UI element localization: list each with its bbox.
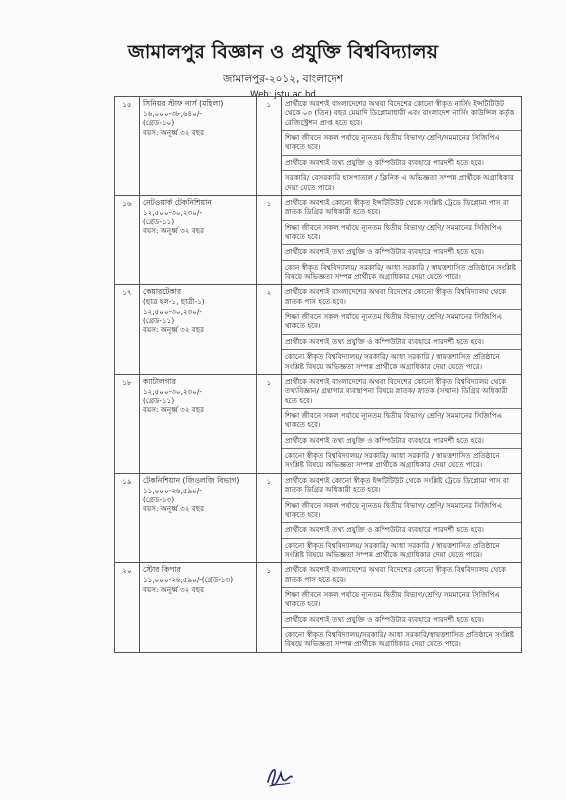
university-address: জামালপুর-২০১২, বাংলাদেশ xyxy=(222,73,344,85)
post-count: ১ xyxy=(257,374,282,473)
serial-number: ২০ xyxy=(115,563,140,653)
requirement-item: প্রার্থীকে অবশ্যই তথ্য প্রযুক্তি ও কম্পিউটার ব্যবহারে পারদর্শী হতে হবে। xyxy=(282,523,521,538)
post-name: কেয়ারটেকার xyxy=(143,287,182,297)
requirement-item: প্রার্থীকে অবশ্যই বাংলাদেশের অথবা বিদেশের কোনো স্বীকৃত বিশ্ববিদ্যালয় থেকে স্নাতক পাস হতে হবে। xyxy=(282,285,521,310)
requirements-cell xyxy=(282,374,522,473)
post-detail: ১৬,০০০-৩৮,৬৪০/- xyxy=(143,108,202,118)
post-detail: (ছাত্র হল-১, ছাত্রী-১) xyxy=(143,297,205,307)
post-detail: (গ্রেড-১৩) xyxy=(143,495,175,504)
post-count: ১ xyxy=(257,97,282,196)
post-count: ১ xyxy=(257,195,282,285)
requirement-item: প্রার্থীকে অবশ্যই বাংলাদেশের অথবা বিদেশের কোনো স্বীকৃত বিশ্ববিদ্যালয় থেকে স্নাতক পাস হতে হবে। xyxy=(282,563,521,588)
serial-number: ১৬ xyxy=(115,195,140,285)
post-cell xyxy=(140,285,257,375)
post-detail: বয়স: অনূর্ধ্ব ৩২ বছর xyxy=(143,226,205,236)
post-detail: ১২,৫০০-৩০,২৩০/- xyxy=(143,207,202,217)
serial-number: ১৮ xyxy=(115,374,140,473)
university-website: Web: jstu.ac.bd xyxy=(250,90,316,100)
post-cell xyxy=(140,563,257,653)
letterhead xyxy=(0,38,566,100)
post-count: ১ xyxy=(257,473,282,563)
requirement-item: প্রার্থীকে অবশ্যই তথ্য প্রযুক্তি ও কম্পিউটার ব্যবহারে পারদর্শী হতে হবে। xyxy=(282,613,521,628)
post-detail: বয়স: অনূর্ধ্ব ৩২ বছর xyxy=(143,405,205,415)
requirement-item: সরকারি/ বেসরকারি হাসপাতাল / ক্লিনিক এ অভিজ্ঞতা সম্পন্ন প্রার্থীকে অগ্রাধিকার দেয়া যেতে পারে। xyxy=(285,173,514,192)
post-cell xyxy=(140,97,257,196)
requirement-item: কোনো স্বীকৃত বিশ্ববিদ্যালয়/ সরকারি/ আধা সরকারি / স্বায়ত্তশাসিত প্রতিষ্ঠানে সংশ্লিষ্ট বিষয়ে অভিজ্ঞতা সম্পন্ন প্রার্থীকে অগ্রাধিকার দেয়া যেতে পারে। xyxy=(285,540,500,559)
post-name: নেটওয়ার্ক টেকনিশিয়ান xyxy=(143,197,212,207)
post-name: স্টোর কিপার xyxy=(143,565,181,575)
post-detail: বয়স: অনূর্ধ্ব ৩২ বছর xyxy=(143,584,205,594)
signature-icon xyxy=(262,762,296,790)
requirements-cell xyxy=(282,563,522,653)
post-detail: (গ্রেড-১০) xyxy=(143,118,175,128)
requirements-cell xyxy=(282,195,522,285)
requirement-item: প্রার্থীকে অবশ্যই তথ্য প্রযুক্তি ও কম্পিউটার ব্যবহারে পারদর্শী হতে হবে। xyxy=(282,335,521,350)
post-detail: ১২,৫০০-৩০,২৩০/- xyxy=(143,386,202,396)
post-cell xyxy=(140,195,257,285)
post-detail: ১১,০০০-২৬,৫৯০/-(গ্রেড-১৩) xyxy=(143,575,234,585)
requirement-item: শিক্ষা জীবনে সকল পর্যায়ে ন্যূনতম দ্বিতীয় বিভাগ/ শ্রেণি/ সমমানের সিজিপিএ থাকতে হবে। xyxy=(282,310,521,335)
vacancy-table xyxy=(114,96,522,653)
post-detail: (গ্রেড-১১) xyxy=(143,217,175,227)
requirement-item: শিক্ষা জীবনে সকল পর্যায়ে ন্যূনতম দ্বিতীয় বিভাগ/ শ্রেণি/ সমমানের সিজিপিএ থাকতে হবে। xyxy=(282,499,521,524)
requirement-item: প্রার্থীকে অবশ্যই তথ্য প্রযুক্তি ও কম্পিউটার ব্যবহারে পারদর্শী হতে হবে। xyxy=(282,156,521,171)
university-title: জামালপুর বিজ্ঞান ও প্রযুক্তি বিশ্ববিদ্যালয় xyxy=(127,41,439,63)
requirement-item: প্রার্থীকে অবশ্যই তথ্য প্রযুক্তি ও কম্পিউটার ব্যবহারে পারদর্শী হতে হবে। xyxy=(282,434,521,449)
requirement-item: শিক্ষা জীবনে সকল পর্যায়ে ন্যূনতম দ্বিতীয় বিভাগ/ শ্রেণি/সমমানের সিজিপিএ থাকতে হবে। xyxy=(282,131,521,156)
requirement-item: শিক্ষা জীবনে সকল পর্যায়ে ন্যূনতম দ্বিতীয় বিভাগ/শ্রেণি/ সমমানের সিজিপিএ থাকতে হবে। xyxy=(282,588,521,613)
post-detail: ১২,৫০০-৩০,২৩০/- xyxy=(143,306,202,316)
requirements-cell xyxy=(282,473,522,563)
requirement-item: প্রার্থীকে অবশ্যই কোনো স্বীকৃত ইন্সটিটিউট থেকে সংশ্লিষ্ট ট্রেডে ডিপ্লোমা পাস বা স্নাতক ডিগ্রির অধিকারী হতে হবে। xyxy=(282,196,521,221)
requirement-item: কোনো স্বীকৃত বিশ্ববিদ্যালয়/ সরকারি/ আধা সরকারি / স্বায়ত্তশাসিত প্রতিষ্ঠানে সংশ্লিষ্ট বিষয়ে অভিজ্ঞতা সম্পন্ন প্রার্থীকে অগ্রাধিকার দেয়া যেতে পারে। xyxy=(285,451,500,470)
serial-number: ১৯ xyxy=(115,473,140,563)
table-row xyxy=(115,285,522,375)
requirement-item: শিক্ষা জীবনে সকল পর্যায়ে ন্যূনতম দ্বিতীয় বিভাগ/ শ্রেণি/ সমমানের সিজিপিএ থাকতে হবে। xyxy=(282,409,521,434)
table-row xyxy=(115,563,522,653)
post-name: টেকনিশিয়ান (জিওলজি বিভাগ) xyxy=(143,475,240,485)
post-name: ক্যাটালগার xyxy=(143,376,177,386)
post-detail: বয়স: অনূর্ধ্ব ৩২ বছর xyxy=(143,504,205,514)
post-detail: (গ্রেড-১১) xyxy=(143,396,175,406)
serial-number: ১৭ xyxy=(115,285,140,375)
table-row xyxy=(115,97,522,196)
requirement-item: প্রার্থীকে অবশ্যই বাংলাদেশের অথবা বিদেশের কোনো স্বীকৃত বিশ্ববিদ্যালয় থেকে তথ্যবিজ্ঞান/ গ্রন্থাগার ব্যবস্থাপনা বিষয়ে স্নাতক/ স্নাতক (সম্মান) ডিগ্রির অধিকারী হতে হবে। xyxy=(282,375,521,409)
requirements-cell xyxy=(282,285,522,375)
post-name: সিনিয়র স্টাফ নার্স (মহিলা) xyxy=(143,99,224,108)
requirement-item: প্রার্থীকে অবশ্যই তথ্য প্রযুক্তি ও কম্পিউটার ব্যবহারে পারদর্শী হতে হবে। xyxy=(282,245,521,260)
post-count: ১ xyxy=(257,563,282,653)
requirement-item: প্রার্থীকে অবশ্যই বাংলাদেশের অথবা বিদেশের কোনো স্বীকৃত নার্সিং ইন্সটিটিউট থেকে ০৩ (তিন) বছর মেয়াদি ডিপ্লোমাধারী এবং বাংলাদেশ নার্সিং কাউন্সিল কর্তৃক রেজিস্ট্রেশন প্রাপ্ত হতে হবে। xyxy=(282,97,521,131)
requirement-item: কোন স্বীকৃত বিশ্ববিদ্যালয়/ সরকারি/ আধা সরকারি / স্বায়ত্তশাসিত প্রতিষ্ঠানে সংশ্লিষ্ট বিষয়ে অভিজ্ঞতা সম্পন্ন প্রার্থীকে অগ্রাধিকার দেয়া যেতে পারে। xyxy=(285,262,516,282)
requirement-item: কোনো স্বীকৃত বিশ্ববিদ্যালয়/সরকারি/ আধা সরকারি/স্বায়ত্তশাসিত প্রতিষ্ঠানে সংশ্লিষ্ট বিষয়ে অভিজ্ঞতা সম্পন্ন প্রার্থীকে অগ্রাধিকার দেয়া যেতে পারে। xyxy=(285,630,515,649)
serial-number: ১৫ xyxy=(115,97,140,196)
post-detail: বয়স: অনূর্ধ্ব ৩২ বছর xyxy=(143,325,205,335)
post-cell xyxy=(140,374,257,473)
requirements-cell xyxy=(282,97,522,196)
requirement-item: প্রার্থীকে অবশ্যই কোনো স্বীকৃত ইন্সটিটিউট থেকে সংশ্লিষ্ট ট্রেডে ডিপ্লোমা পাস বা স্নাতক ডিগ্রির অধিকারী হতে হবে। xyxy=(282,474,521,499)
requirement-item: শিক্ষা জীবনে সকল পর্যায়ে ন্যূনতম দ্বিতীয় বিভাগ/ শ্রেণি/ সমমানের সিজিপিএ থাকতে হবে। xyxy=(282,221,521,246)
table-row xyxy=(115,374,522,473)
post-cell xyxy=(140,473,257,563)
post-detail: (গ্রেড-১১) xyxy=(143,315,175,325)
post-detail: বয়স: অনূর্ধ্ব ৩২ বছর xyxy=(143,127,205,137)
requirement-item: কোনো স্বীকৃত বিশ্ববিদ্যালয়/ সরকারি/ আধা সরকারি / স্বায়ত্তশাসিত প্রতিষ্ঠানে সংশ্লিষ্ট বিষয়ে অভিজ্ঞতা সম্পন্ন প্রার্থীকে অগ্রাধিকার দেয়া যেতে পারে। xyxy=(285,352,500,371)
post-detail: ১১,০০০-২৬,৫৯০/- xyxy=(143,485,202,495)
table-row xyxy=(115,473,522,563)
post-count: ২ xyxy=(257,285,282,375)
table-row xyxy=(115,195,522,285)
